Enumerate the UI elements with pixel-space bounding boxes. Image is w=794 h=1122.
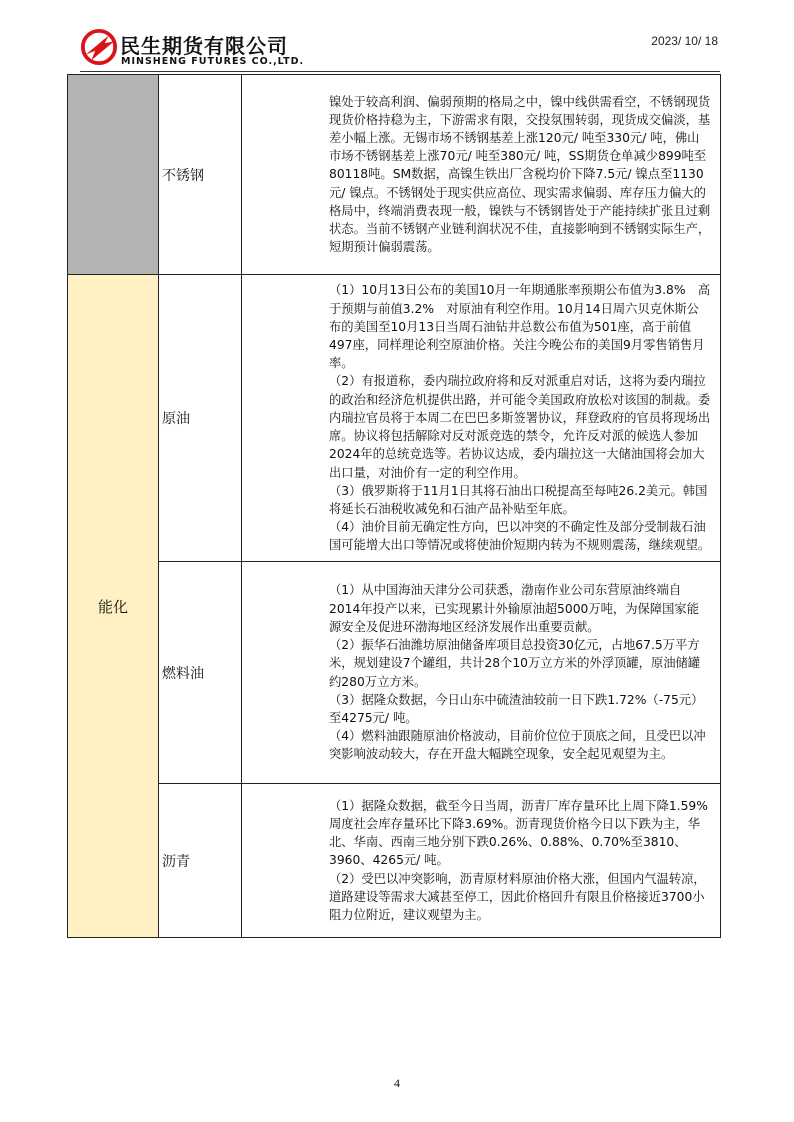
page-number: 4: [394, 1076, 400, 1090]
table-row: [68, 562, 721, 784]
category-fuel-oil: 燃料油: [159, 562, 242, 784]
category-stainless-steel: 不锈钢: [159, 75, 242, 275]
commodity-table: [67, 74, 721, 938]
table-row: [68, 75, 721, 275]
paragraph: （3）据隆众数据，今日山东中硫渣油较前一日下跌1.72%（-75元）至4275元/ 吨。: [329, 692, 704, 725]
paragraph: （3）俄罗斯将于11月1日其将石油出口税提高至每吨26.2美元。韩国将延长石油税收减免和石油产品补贴至年底。: [329, 483, 708, 516]
page-header: [0, 0, 794, 72]
header-divider: [80, 71, 720, 72]
paragraph: （1）10月13日公布的美国10月一年期通胀率预期公布值为3.8% 高于预期与前值3.2% 对原油有利空作用。10月14日周六贝克休斯公布的美国至10月13日当周石油钻井总数公布值为501座，高于前值497座，同样理论利空原油价格。关注今晚公布的美国9月零售销售月率。: [329, 283, 711, 371]
paragraph: （1）从中国海油天津分公司获悉，渤南作业公司东营原油终端自2014年投产以来，已实现累计外输原油超5000万吨，为保障国家能源安全及促进环渤海地区经济发展作出重要贡献。: [329, 583, 700, 634]
paragraph: （2）受巴以冲突影响，沥青原材料原油价格大涨，但国内气温转凉，道路建设等需求大减甚至停工，因此价格回升有限且价格接近3700小阻力位附近，建议观望为主。: [329, 871, 706, 922]
content-cell: [242, 784, 721, 938]
sector-cell: [68, 75, 159, 275]
sector-energy-chemical: 能化: [68, 275, 159, 938]
content-cell: [242, 275, 721, 562]
paragraph: （2）有报道称，委内瑞拉政府将和反对派重启对话，这将为委内瑞拉的政治和经济危机提供出路，并可能令美国政府放松对该国的制裁。委内瑞拉官员将于本周二在巴巴多斯签署协议，拜登政府的官员将现场出席。协议将包括解除对反对派竞选的禁令，允许反对派的候选人参加2024年的总统竞选等。若协议达成，委内瑞拉这一大储油国将会加大出口量，对油价有一定的利空作用。: [329, 374, 711, 480]
content-cell: [242, 75, 721, 275]
report-date: 2023/ 10/ 18: [651, 34, 718, 48]
paragraph: （2）振华石油潍坊原油储备库项目总投资30亿元，占地67.5万平方米，规划建设7个罐组，共计28个10万立方米的外浮顶罐，原油储罐约280万立方米。: [329, 638, 701, 689]
paragraph: （1）据隆众数据，截至今日当周，沥青厂库存量环比上周下降1.59% 周度社会库存量环比下降3.69%。沥青现货价格今日以下跌为主，华北、华南、西南三地分别下跌0.26%、0.88%、0.70%至3810、3960、4265元/ 吨。: [329, 798, 721, 868]
company-logo-icon: [80, 28, 118, 66]
brand-name-en: MINSHENG FUTURES CO.,LTD.: [121, 56, 305, 67]
category-crude-oil: 原油: [159, 275, 242, 562]
brand-name-cn: 民生期货有限公司: [120, 34, 288, 58]
paragraph: （4）燃料油跟随原油价格波动，目前价位位于顶底之间，且受巴以冲突影响波动较大，存在开盘大幅跳空现象，安全起见观望为主。: [329, 729, 706, 762]
paragraph: （4）油价目前无确定性方向，巴以冲突的不确定性及部分受制裁石油国可能增大出口等情况或将使油价短期内转为不规则震荡，继续观望。: [329, 520, 711, 553]
category-asphalt: 沥青: [159, 784, 242, 938]
table-row: [68, 275, 721, 562]
table-row: [68, 784, 721, 938]
paragraph: 镍处于较高利润、偏弱预期的格局之中，镍中线供需看空，不锈钢现货现货价格持稳为主，下游需求有限，交投氛围转弱，现货成交偏淡，基差小幅上涨。无锡市场不锈钢基差上涨120元/ 吨至330元/ 吨，佛山市场不锈钢基差上涨70元/ 吨至380元/ 吨，SS期货仓单减少899吨至80118吨。SM数据，高镍生铁出厂含税均价下降7.5元/ 镍点至1130元/ 镍点。不锈钢处于现实供应高位、现实需求偏弱、库存压力偏大的格局中，终端消费表现一般，镍铁与不锈钢皆处于产能持续扩张且过剩状态。当前不锈钢产业链利润状况不佳，直接影响到不锈钢实际生产，短期预计偏弱震荡。: [329, 94, 711, 255]
content-cell: [242, 562, 721, 784]
